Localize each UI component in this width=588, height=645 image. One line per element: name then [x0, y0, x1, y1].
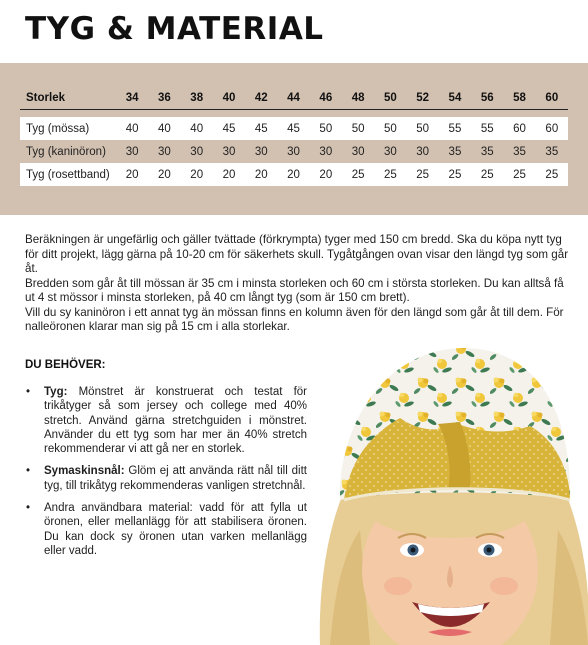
table-cell: 25 — [439, 163, 471, 186]
table-cell: 45 — [213, 117, 245, 140]
table-cell: 40 — [116, 117, 148, 140]
table-cell: 20 — [277, 163, 309, 186]
table-cell: 20 — [310, 163, 342, 186]
table-cell: 30 — [181, 140, 213, 163]
row-label: Tyg (mössa) — [20, 117, 116, 140]
table-cell: 20 — [116, 163, 148, 186]
table-cell: 20 — [245, 163, 277, 186]
child-in-hat-photo — [300, 340, 588, 645]
table-cell: 50 — [310, 117, 342, 140]
size-header: 40 — [213, 88, 245, 109]
list-item — [25, 464, 307, 493]
needs-list — [25, 385, 307, 566]
table-cell: 35 — [471, 140, 503, 163]
table-cell: 35 — [503, 140, 535, 163]
size-header: 54 — [439, 88, 471, 109]
paragraph: Bredden som går åt till mössan är 35 cm i minsta storleken och 60 cm i största storleken. Du kan alltså få ut 4 st mössor i minsta storleken, på 40 cm långt tyg (som är 150 cm brett). — [25, 276, 564, 304]
table-cell: 25 — [407, 163, 439, 186]
size-header: 36 — [148, 88, 180, 109]
size-header: 56 — [471, 88, 503, 109]
table-cell: 60 — [503, 117, 535, 140]
bullet: • — [26, 386, 31, 398]
intro-text — [25, 233, 570, 335]
table-cell: 55 — [471, 117, 503, 140]
table-cell: 30 — [116, 140, 148, 163]
item-text: Glöm ej att använda rätt nål till ditt tyg, till trikåtyg rekommenderas vanligen stretchnål. — [44, 465, 307, 492]
item-text: Andra användbara material: vadd för att fylla ut öronen, eller mellanlägg för att stabilisera öronen. Du kan dock sy öronen utan varken mellanlägg eller vadd. — [44, 502, 307, 557]
table-cell: 40 — [148, 117, 180, 140]
table-cell: 35 — [536, 140, 568, 163]
size-header: 44 — [277, 88, 309, 109]
table-row-bow-band — [20, 163, 568, 186]
table-cell: 30 — [148, 140, 180, 163]
table-cell: 45 — [245, 117, 277, 140]
table-cell: 50 — [407, 117, 439, 140]
list-item — [25, 501, 307, 558]
page-title: TYG & MATERIAL — [25, 11, 324, 47]
table-cell: 30 — [310, 140, 342, 163]
paragraph: Beräkningen är ungefärlig och gäller tvättade (förkrympta) tyger med 150 cm bredd. Ska du köpa nytt tyg för ditt projekt, lägg gärna på 10-20 cm för säkerhets skull. Tygåtgången ovan visar den längd tyg som går åt. — [25, 233, 569, 275]
size-header: 50 — [374, 88, 406, 109]
table-cell: 35 — [439, 140, 471, 163]
table-cell: 20 — [213, 163, 245, 186]
table-cell: 30 — [407, 140, 439, 163]
item-term: Tyg: — [44, 386, 68, 398]
header-label: Storlek — [20, 88, 116, 109]
table-cell: 50 — [342, 117, 374, 140]
table-cell: 25 — [342, 163, 374, 186]
table-cell: 25 — [374, 163, 406, 186]
table-cell: 30 — [374, 140, 406, 163]
table-cell: 55 — [439, 117, 471, 140]
item-text: Mönstret är konstruerat och testat för trikåtyger så som jersey och college med 40% stretch. Använd gärna stretchguiden i mönstret. Använder du ett tyg som har mer än 40% stretch rekommenderar vi att gå ner en storlek. — [44, 386, 307, 456]
table-row-hat — [20, 117, 568, 140]
table-cell: 45 — [277, 117, 309, 140]
table-cell: 25 — [471, 163, 503, 186]
table-cell: 30 — [342, 140, 374, 163]
size-header: 34 — [116, 88, 148, 109]
paragraph: Vill du sy kaninöron i ett annat tyg än mössan finns en kolumn även för den längd som går åt till dem. För nalleöronen klarar man sig på 15 cm i alla storlekar. — [25, 305, 564, 333]
row-label: Tyg (kaninöron) — [20, 140, 116, 163]
table-cell: 60 — [536, 117, 568, 140]
table-cell: 50 — [374, 117, 406, 140]
table-cell: 40 — [181, 117, 213, 140]
size-header: 60 — [536, 88, 568, 109]
photo-illustration — [300, 340, 588, 645]
table-cell: 20 — [148, 163, 180, 186]
table-cell: 25 — [536, 163, 568, 186]
table-cell: 25 — [503, 163, 535, 186]
size-header: 42 — [245, 88, 277, 109]
bullet: • — [26, 502, 31, 515]
size-header: 58 — [503, 88, 535, 109]
needs-heading: DU BEHÖVER: — [25, 359, 106, 371]
table-header-row — [20, 88, 568, 109]
table-cell: 30 — [213, 140, 245, 163]
list-item — [25, 385, 307, 456]
bullet: • — [26, 465, 31, 478]
size-header: 52 — [407, 88, 439, 109]
size-header: 48 — [342, 88, 374, 109]
table-cell: 30 — [245, 140, 277, 163]
table-cell: 30 — [277, 140, 309, 163]
table-row-bunny-ears — [20, 140, 568, 163]
row-label: Tyg (rosettband) — [20, 163, 116, 186]
fabric-size-table — [20, 88, 568, 186]
item-term: Symaskinsnål: — [44, 465, 125, 478]
size-header: 46 — [310, 88, 342, 109]
table-cell: 20 — [181, 163, 213, 186]
size-header: 38 — [181, 88, 213, 109]
